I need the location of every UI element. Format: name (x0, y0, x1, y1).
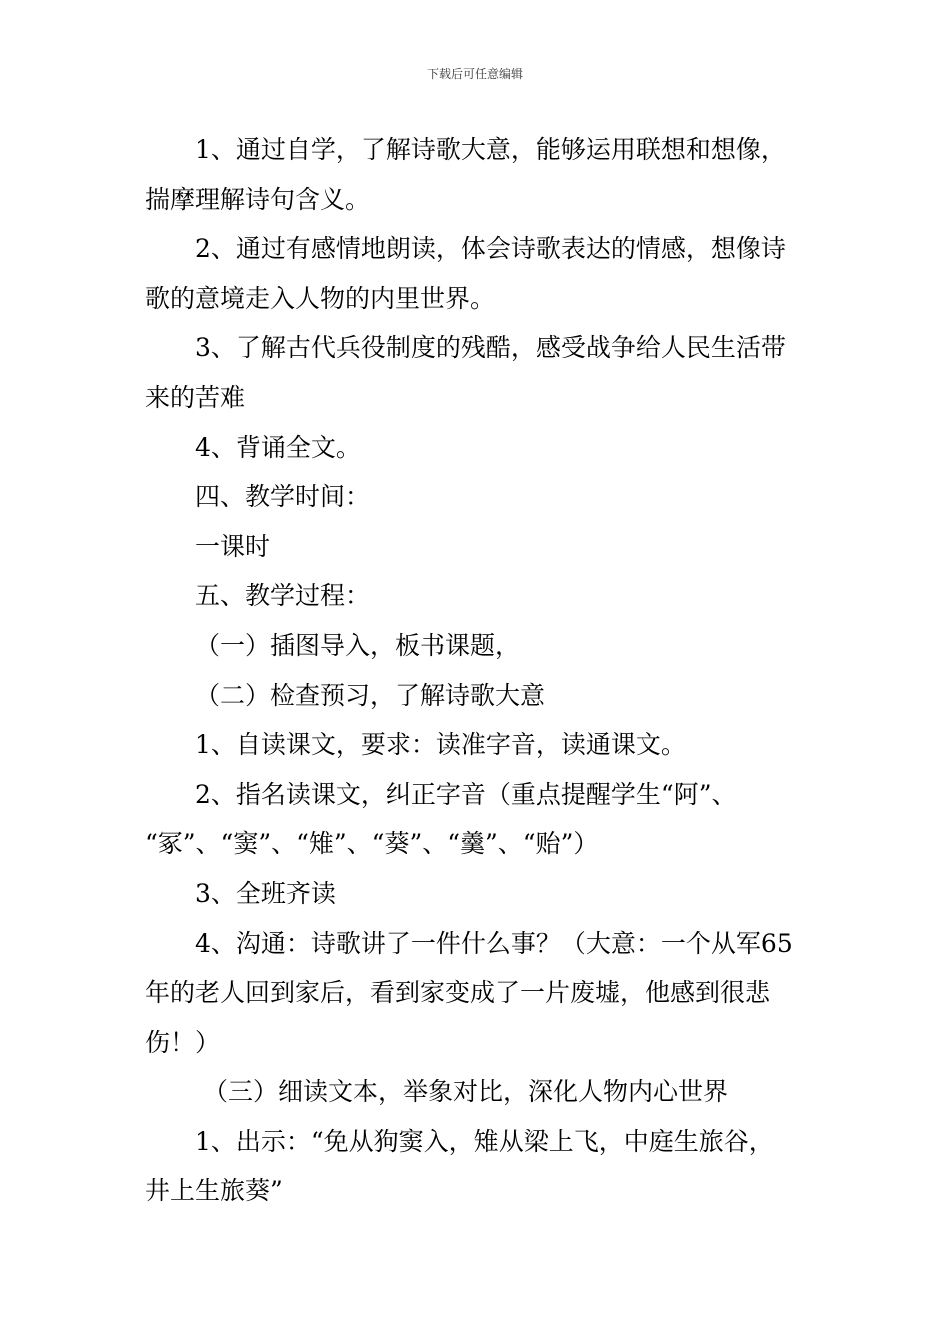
text-line: 4、沟通：诗歌讲了一件什么事？（大意：一个从军65 (195, 928, 793, 958)
text-line: 3、全班齐读 (195, 878, 336, 908)
section-heading: 四、教学时间： (195, 482, 371, 512)
text-line: 来的苦难 (145, 382, 246, 412)
text-line: 4、背诵全文。 (195, 432, 361, 462)
section-heading: 五、教学过程： (195, 581, 371, 611)
text-line: 2、指名读课文，纠正字音（重点提醒学生“阿”、 (195, 779, 737, 809)
subsection-heading: （一）插图导入，板书课题， (195, 630, 521, 660)
text-line: 1、自读课文，要求：读准字音，读通课文。 (195, 730, 686, 760)
text-line: 年的老人回到家后，看到家变成了一片废墟，他感到很悲 (145, 978, 771, 1008)
subsection-heading: （二）检查预习，了解诗歌大意 (195, 680, 546, 710)
text-line: 一课时 (195, 531, 271, 561)
document-body (145, 125, 810, 1216)
subsection-heading: （三）细读文本，举象对比，深化人物内心世界 (203, 1077, 729, 1107)
text-line: “冢”、“窦”、“雉”、“葵”、“羹”、“贻”） (145, 829, 599, 859)
text-line: 1、通过自学，了解诗歌大意，能够运用联想和想像， (195, 135, 786, 164)
text-line: 3、了解古代兵役制度的残酷，感受战争给人民生活带 (195, 333, 786, 363)
text-line: 2、通过有感情地朗读，体会诗歌表达的情感，想像诗 (195, 234, 786, 264)
text-line: 揣摩理解诗句含义。 (145, 184, 371, 214)
text-line: 井上生旅葵” (145, 1176, 283, 1206)
page-header: 下载后可任意编辑 (426, 67, 523, 81)
text-line: 1、出示：“免从狗窦入，雉从梁上飞，中庭生旅谷， (195, 1126, 774, 1156)
text-line: 歌的意境走入人物的内里世界。 (145, 283, 496, 313)
text-line: 伤！） (145, 1027, 221, 1057)
